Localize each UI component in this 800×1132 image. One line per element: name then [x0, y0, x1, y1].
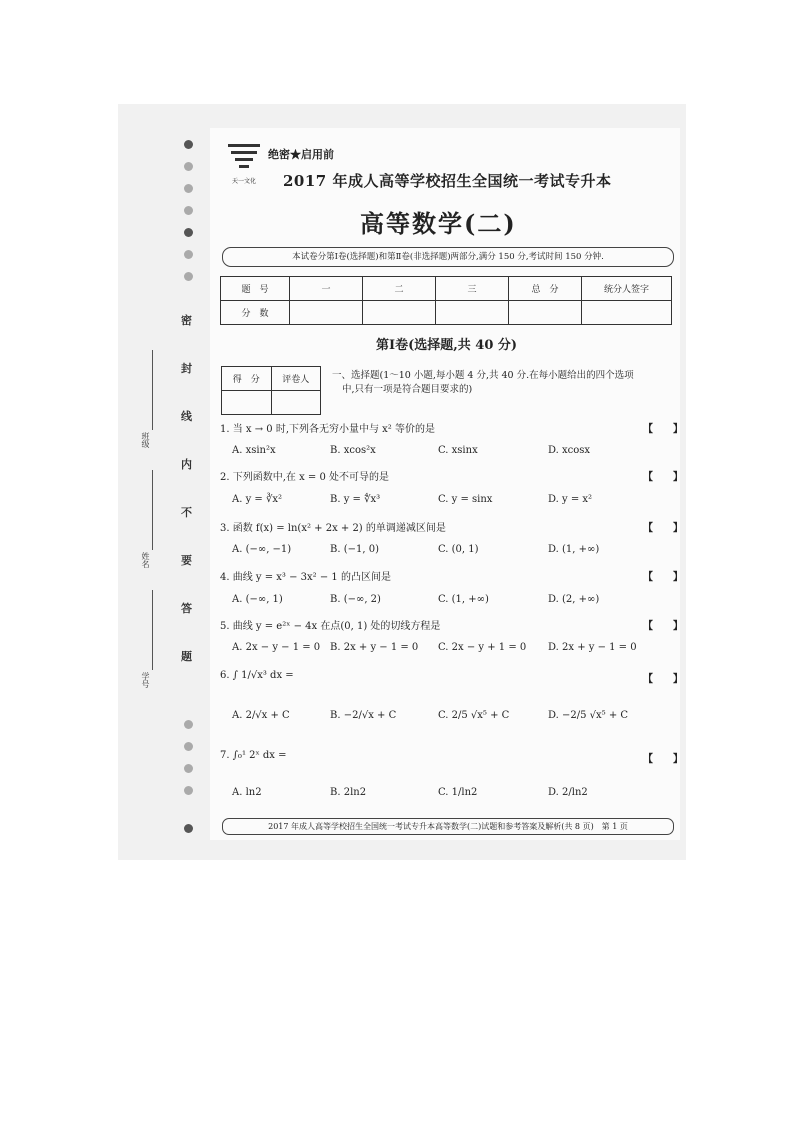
question-option: B. (−∞, 2) [330, 594, 381, 605]
binding-hole [184, 250, 193, 259]
score-table-row [221, 301, 672, 325]
logo-text: 天一文化 [231, 178, 256, 185]
score-header-cell: 一 [290, 277, 363, 301]
binding-hole [184, 206, 193, 215]
binding-line [152, 470, 153, 550]
question-option: A. (−∞, −1) [232, 544, 292, 555]
instruction-line: 中,只有一项是符合题目要求的) [342, 384, 473, 395]
score-row-label: 分 数 [221, 301, 290, 325]
score-header-cell: 总 分 [509, 277, 582, 301]
exam-title: 2017 年成人高等学校招生全国统一考试专升本 [283, 172, 612, 190]
question-stem: 1. 当 x → 0 时,下列各无穷小量中与 x² 等价的是 [220, 424, 435, 435]
seal-char: 答 [181, 602, 192, 615]
question-option: D. xcosx [548, 445, 591, 456]
score-cell[interactable] [363, 301, 436, 325]
page-footer: 2017 年成人高等学校招生全国统一考试专升本高等数学(二)试题和参考答案及解析(共 8 页) 第 1 页 [222, 818, 674, 835]
binding-hole [184, 140, 193, 149]
score-table [220, 276, 672, 325]
binding-hole [184, 720, 193, 729]
question-option: D. (2, +∞) [548, 594, 600, 605]
question-option: A. 2/√x + C [232, 710, 290, 721]
seal-char: 线 [181, 410, 192, 423]
seal-char: 封 [181, 362, 192, 375]
question-option: B. (−1, 0) [330, 544, 379, 555]
binding-hole [184, 824, 193, 833]
confidential-label: 绝密★启用前 [268, 148, 334, 161]
seal-char: 题 [181, 650, 192, 663]
question-option: B. y = ∜x³ [330, 494, 381, 505]
binding-hole [184, 184, 193, 193]
exam-notice: 本试卷分第Ⅰ卷(选择题)和第Ⅱ卷(非选择题)两部分,满分 150 分,考试时间 150 分钟. [222, 247, 674, 267]
publisher-logo [226, 142, 262, 185]
answer-bracket[interactable]: 【 】 [643, 424, 683, 435]
grader-table [221, 366, 321, 415]
question-option: D. y = x² [548, 494, 593, 505]
section-title: 第Ⅰ卷(选择题,共 40 分) [376, 338, 518, 353]
question-stem: 5. 曲线 y = e²ˣ − 4x 在点(0, 1) 处的切线方程是 [220, 621, 441, 632]
question-option: C. y = sinx [438, 494, 493, 505]
score-cell[interactable] [436, 301, 509, 325]
binding-hole [184, 162, 193, 171]
question-option: C. (0, 1) [438, 544, 479, 555]
section-instruction [332, 369, 674, 397]
question-option: C. xsinx [438, 445, 478, 456]
score-header-cell: 二 [363, 277, 436, 301]
question-option: D. 2/ln2 [548, 787, 588, 798]
answer-bracket[interactable]: 【 】 [643, 572, 683, 583]
answer-bracket[interactable]: 【 】 [643, 674, 683, 685]
question-option: A. 2x − y − 1 = 0 [232, 642, 321, 653]
binding-label-id: 学号 [141, 672, 150, 688]
seal-char: 密 [181, 314, 192, 327]
seal-char: 内 [181, 458, 192, 471]
question-option: D. 2x + y − 1 = 0 [548, 642, 637, 653]
question-stem: 3. 函数 f(x) = ln(x² + 2x + 2) 的单调递减区间是 [220, 523, 446, 534]
subject-title: 高等数学(二) [360, 209, 517, 238]
answer-bracket[interactable]: 【 】 [643, 472, 683, 483]
score-header-cell: 题 号 [221, 277, 290, 301]
grader-header-cell: 评卷人 [271, 367, 321, 391]
binding-strip [124, 128, 182, 840]
question-option: A. (−∞, 1) [232, 594, 283, 605]
question-option: C. 2x − y + 1 = 0 [438, 642, 527, 653]
question-option: A. ln2 [232, 787, 262, 798]
question-option: B. xcos²x [330, 445, 376, 456]
question-option: C. (1, +∞) [438, 594, 489, 605]
question-option: C. 2/5 √x⁵ + C [438, 710, 510, 721]
binding-label-name: 姓名 [141, 552, 150, 568]
question-stem: 6. ∫ 1/√x³ dx = [220, 670, 294, 681]
binding-hole [184, 742, 193, 751]
question-stem: 7. ∫₀¹ 2ˣ dx = [220, 750, 287, 761]
score-cell[interactable] [509, 301, 582, 325]
question-option: A. xsin²x [232, 445, 276, 456]
seal-char: 不 [181, 506, 192, 519]
question-option: B. 2ln2 [330, 787, 367, 798]
question-stem: 2. 下列函数中,在 x = 0 处不可导的是 [220, 472, 389, 483]
binding-label-class: 班级 [141, 432, 150, 448]
binding-line [152, 590, 153, 670]
binding-holes [181, 140, 195, 830]
answer-bracket[interactable]: 【 】 [643, 523, 683, 534]
binding-hole [184, 786, 193, 795]
question-option: B. −2/√x + C [330, 710, 397, 721]
question-option: D. −2/5 √x⁵ + C [548, 710, 629, 721]
answer-bracket[interactable]: 【 】 [643, 754, 683, 765]
score-header-cell: 三 [436, 277, 509, 301]
seal-char: 要 [181, 554, 192, 567]
score-header-cell: 统分人签字 [582, 277, 672, 301]
score-table-header [221, 277, 672, 301]
answer-bracket[interactable]: 【 】 [643, 621, 683, 632]
question-option: B. 2x + y − 1 = 0 [330, 642, 419, 653]
binding-hole [184, 228, 193, 237]
question-option: D. (1, +∞) [548, 544, 600, 555]
binding-hole [184, 764, 193, 773]
question-option: C. 1/ln2 [438, 787, 478, 798]
question-stem: 4. 曲线 y = x³ − 3x² − 1 的凸区间是 [220, 572, 391, 583]
score-cell[interactable] [290, 301, 363, 325]
score-cell[interactable] [582, 301, 672, 325]
instruction-line: 一、选择题(1～10 小题,每小题 4 分,共 40 分.在每小题给出的四个选项 [332, 370, 634, 381]
grader-cell[interactable] [222, 391, 272, 415]
binding-hole [184, 272, 193, 281]
question-option: A. y = ∛x² [232, 494, 282, 505]
grader-header-cell: 得 分 [222, 367, 272, 391]
binding-line [152, 350, 153, 430]
grader-cell[interactable] [271, 391, 321, 415]
